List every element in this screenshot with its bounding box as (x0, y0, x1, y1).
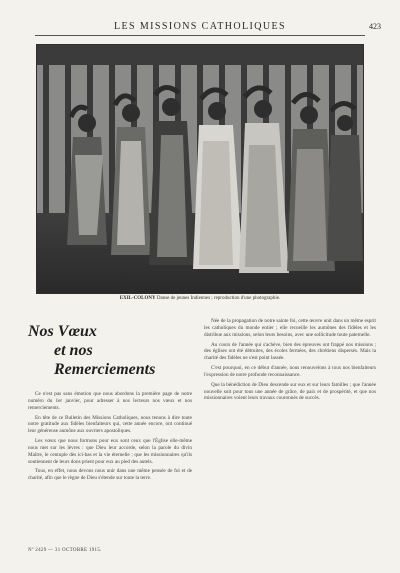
left-column (28, 318, 192, 485)
paragraph: Ce n'est pas sans émotion que nous abordons la première page de notre numéro du 1er janvier, pour adresser à nos lecteurs nos vœux et nos remerciements. (28, 391, 192, 411)
paragraph: C'est pourquoi, en ce début d'année, nous renouvelons à tous nos bienfaiteurs l'expression de notre profonde reconnaissance. (204, 365, 376, 378)
photo-caption (110, 296, 290, 303)
page-number: 423 (369, 22, 381, 31)
left-column-text (28, 391, 192, 482)
paragraph: Née de la propagation de notre sainte foi, cette œuvre unit dans un même esprit les catholiques du monde entier ; elle recueille les aumônes des fidèles et les distribue aux missions, selon leurs besoins, avec une sollicitude toute paternelle. (204, 318, 376, 338)
issue-footer: Nº 2429 — 31 OCTOBRE 1915. (28, 548, 102, 553)
caption-place: EXIL-COLONY (119, 296, 156, 301)
right-column (204, 318, 376, 405)
paragraph: Tous, en effet, nous devons nous unir dans une même pensée de foi et de charité, afin que le règne de Dieu s'étende sur toute la terre. (28, 468, 192, 482)
caption-text: Danse de jeunes Indiennes ; reproduction d'une photographie. (156, 296, 281, 301)
article-title-line1: Nos Vœux (28, 323, 97, 340)
photo-illustration (37, 45, 363, 293)
paragraph: Les vœux que nous formons pour eux sont ceux que l'Église elle-même nous met sur les lèvres : que Dieu leur accorde, selon la parole du divin Maître, le centuple dès ici-bas et la vie éternelle ; que les missionnaires qu'ils soutiennent de leurs dons prient pour eux au pied des autels. (28, 438, 192, 465)
running-head (0, 21, 400, 33)
header-rule (35, 35, 365, 36)
paragraph: Au cours de l'année qui s'achève, bien des épreuves ont frappé nos missions ; des églises ont été détruites, des écoles fermées, des chrétiens dispersés. Mais la charité des fidèles ne s'est point lassée. (204, 341, 376, 362)
photograph-dancing-girls (36, 44, 364, 294)
paragraph: En tête de ce Bulletin des Missions Catholiques, nous tenons à dire toute notre gratitude aux fidèles bienfaiteurs qui, cette année encore, ont continué leur généreuse aumône aux ouvriers apostoliques. (28, 414, 192, 435)
article-title-line2: et nos Remerciements (54, 342, 156, 378)
journal-title: LES MISSIONS CATHOLIQUES (114, 21, 286, 32)
article-title (28, 322, 192, 379)
paragraph: Que la bénédiction de Dieu descende sur eux et sur leurs familles ; que l'année nouvelle soit pour tous une année de grâce, de paix et de prospérité, et que nos missionnaires voient leurs travaux couronnés de succès. (204, 381, 376, 402)
